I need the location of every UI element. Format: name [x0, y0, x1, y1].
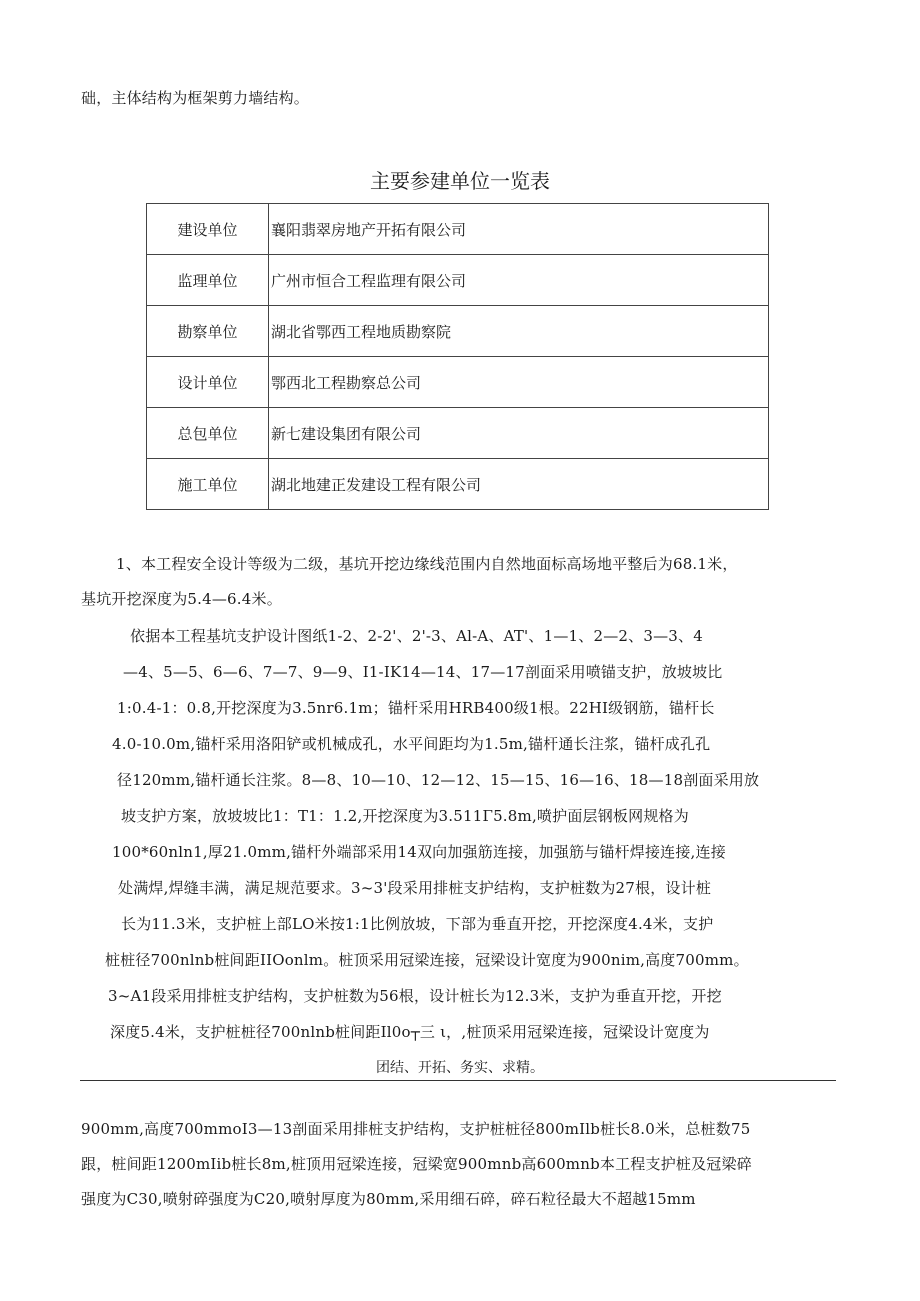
table-row: [147, 306, 769, 357]
row-label: 勘察单位: [147, 306, 269, 357]
row-value: 湖北地建正发建设工程有限公司: [269, 459, 769, 510]
row-value: 新七建设集团有限公司: [269, 408, 769, 459]
paragraph-line: —4、5—5、6—6、7—7、9—9、I1-IK14—14、17—17剖面采用喷锚支护，放坡坡比: [123, 663, 723, 681]
paragraph-line: 100*60nln1,厚21.0mm,锚杆外端部采用14双向加强筋连接，加强筋与锚杆焊接连接,连接: [112, 843, 726, 861]
paragraph-line: 跟，桩间距1200mIib桩长8m,桩顶用冠梁连接，冠梁宽900mnb高600mnb本工程支护桩及冠梁碎: [81, 1155, 752, 1173]
table-row: [147, 357, 769, 408]
row-label: 施工单位: [147, 459, 269, 510]
row-label: 设计单位: [147, 357, 269, 408]
top-line: 础，主体结构为框架剪力墙结构。: [81, 89, 310, 107]
participating-units-table: [146, 203, 769, 510]
paragraph-line: 900mm,高度700mmoI3—13剖面采用排桩支护结构，支护桩桩径800mIlb桩长8.0米，总桩数75: [81, 1120, 751, 1138]
table-row: [147, 204, 769, 255]
paragraph-line: 依据本工程基坑支护设计图纸1-2、2-2'、2'-3、Al-A、AT'、1—1、2—2、3—3、4: [130, 627, 703, 645]
row-value: 襄阳翡翠房地产开拓有限公司: [269, 204, 769, 255]
table-row: [147, 255, 769, 306]
row-value: 广州市恒合工程监理有限公司: [269, 255, 769, 306]
paragraph-line: 基坑开挖深度为5.4—6.4米。: [81, 590, 282, 608]
table-title: 主要参建单位一览表: [370, 169, 550, 193]
paragraph-line: 强度为C30,喷射碎强度为C20,喷射厚度为80mm,采用细石碎，碎石粒径最大不超越15mm: [81, 1190, 696, 1208]
paragraph-line: 1、本工程安全设计等级为二级，基坑开挖边缘线范围内自然地面标高场地平整后为68.1米，: [116, 555, 738, 573]
row-label: 总包单位: [147, 408, 269, 459]
row-value: 鄂西北工程勘察总公司: [269, 357, 769, 408]
table-row: [147, 459, 769, 510]
row-label: 监理单位: [147, 255, 269, 306]
row-value: 湖北省鄂西工程地质勘察院: [269, 306, 769, 357]
paragraph-line: 4.0-10.0m,锚杆采用洛阳铲或机械成孔，水平间距均为1.5m,锚杆通长注浆，锚杆成孔孔: [112, 735, 711, 753]
table-row: [147, 408, 769, 459]
paragraph-line: 处满焊,焊缝丰满，满足规范要求。3~3'段采用排桩支护结构，支护桩数为27根，设计桩: [118, 879, 712, 897]
footer-divider: [80, 1080, 836, 1081]
paragraph-line: 桩桩径700nlnb桩间距IIOonlm。桩顶采用冠梁连接，冠梁设计宽度为900nim,高度700mm。: [105, 951, 749, 969]
row-label: 建设单位: [147, 204, 269, 255]
paragraph-line: 3~A1段采用排桩支护结构，支护桩数为56根，设计桩长为12.3米，支护为垂直开挖，开挖: [108, 987, 722, 1005]
page-footer-motto: 团结、开拓、务实、求精。: [376, 1060, 544, 1076]
paragraph-line: 1:0.4-1：0.8,开挖深度为3.5nr6.1m；锚杆采用HRB400级1根。22HI级钢筋，锚杆长: [117, 699, 715, 717]
paragraph-line: 径120mm,锚杆通长注浆。8—8、10—10、12—12、15—15、16—16、18—18剖面采用放: [117, 771, 760, 789]
paragraph-line: 坡支护方案，放坡坡比1：T1：1.2,开挖深度为3.511Γ5.8m,喷护面层钢板网规格为: [121, 807, 689, 825]
paragraph-line: 深度5.4米，支护桩桩径700nlnb桩间距Il0o┬三 ι，,桩顶采用冠梁连接，冠梁设计宽度为: [110, 1023, 710, 1041]
paragraph-line: 长为11.3米，支护桩上部LO米按1:1比例放坡，下部为垂直开挖，开挖深度4.4米，支护: [121, 915, 714, 933]
